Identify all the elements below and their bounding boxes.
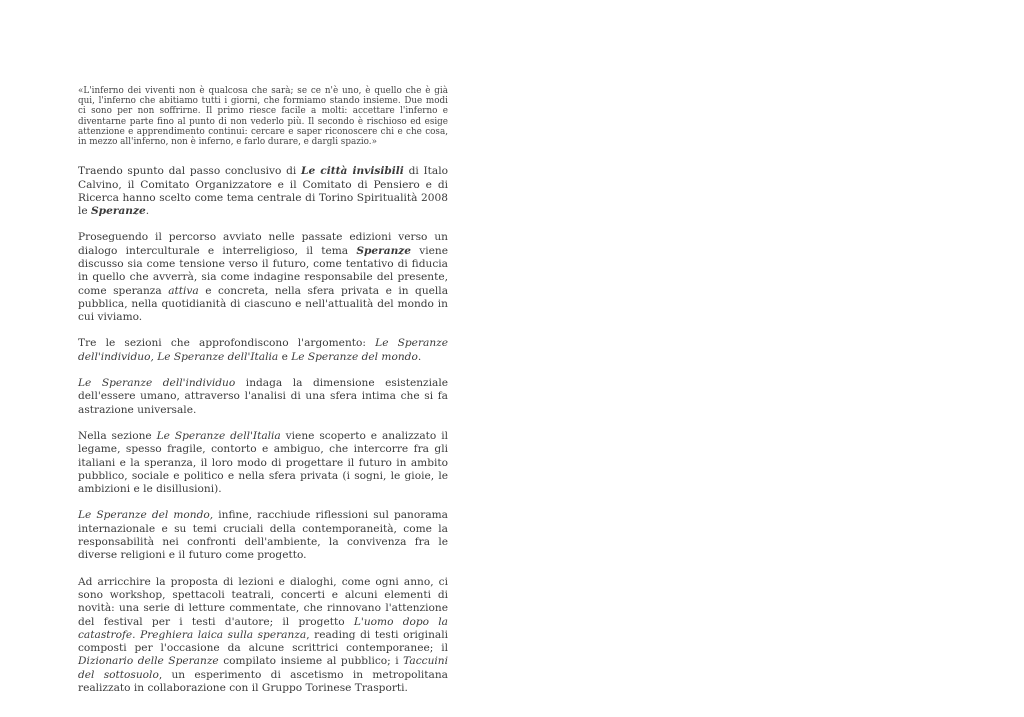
text-run: viene scoperto e analizzato il legame, spesso fragile, contorto e ambiguo, che intercorre fra gli italiani e la speranza, il loro modo di progettare il futuro in ambito pubblico, sociale e politico e nella sfera privata (i sogni, le gioie, le ambizioni e le disillusioni).	[78, 429, 448, 496]
text-run: .	[417, 350, 422, 363]
text-run: Ad arricchire la proposta di lezioni e dialoghi, come ogni anno, ci sono workshop, spettacoli teatrali, concerti e alcuni elementi di novità: una serie di letture commentate, che rinnovano l'attenzione del festival per i testi d'autore; il progetto	[78, 575, 448, 628]
text-run: di Italo Calvino, il Comitato Organizzatore e il Comitato di Pensiero e di Ricerca hanno scelto come tema centrale di Torino Spiritualità 2008 le	[78, 165, 448, 218]
section-titles: Le Speranze dell'individuo, Le Speranze dell'Italia	[78, 337, 448, 363]
text-run: e concreta, nella sfera privata e in quella pubblica, nella quotidianità di ciascuno e nell'attualità del mondo in cui viviamo.	[78, 284, 449, 324]
paragraph-sections	[78, 337, 448, 364]
project-title: Dizionario delle Speranze	[78, 655, 219, 668]
paragraph-theme	[78, 231, 448, 324]
text-run: infine, racchiude riflessioni sul panorama internazionale e su temi cruciali della contemporaneità, come la responsabilità nei confronti dell'ambiente, la convivenza fra le diverse religioni e il futuro come progetto.	[78, 509, 448, 562]
section-title: Le Speranze del mondo	[291, 350, 418, 363]
text-run: Tre le sezioni che approfondiscono l'argomento:	[78, 337, 376, 350]
text-run: .	[145, 205, 150, 218]
paragraph-individuo	[78, 377, 448, 417]
section-title: Le Speranze del mondo,	[78, 509, 214, 522]
text-run: Nella sezione	[78, 429, 157, 442]
section-title: Le Speranze dell'individuo	[78, 377, 236, 390]
document-page	[78, 86, 448, 708]
paragraph-program	[78, 576, 448, 696]
text-run: , reading di testi originali composti per l'occasione da alcune scrittrici contemporanee; il	[78, 628, 448, 655]
theme-name: Speranze	[356, 244, 412, 257]
text-run: compilato insieme al pubblico; i	[218, 655, 404, 668]
text-run: Proseguendo il percorso avviato nelle passate edizioni verso un dialogo interculturale e interreligioso, il tema	[78, 231, 448, 257]
text-run: Traendo spunto dal passo conclusivo di	[78, 165, 302, 178]
emphasis: attiva	[168, 284, 199, 297]
text-run: indaga la dimensione esistenziale dell'essere umano, attraverso l'analisi di una sfera intima che si fa astrazione universale.	[78, 377, 448, 416]
section-title: Le Speranze dell'Italia	[156, 429, 281, 442]
text-run: , un esperimento di ascetismo in metropolitana realizzato in collaborazione con il Gruppo Torinese Trasporti.	[78, 668, 448, 695]
text-run: viene discusso sia come tensione verso il futuro, come tentativo di fiducia in quello che avverrà, sia come indagine responsabile del presente, come speranza	[78, 244, 448, 297]
paragraph-italia	[78, 430, 448, 496]
epigraph-quote: «L'inferno dei viventi non è qualcosa che sarà; se ce n'è uno, è quello che è già qui, l'inferno che abitiamo tutti i giorni, che formiamo stando insieme. Due modi ci sono per non soffrirne. Il primo riesce facile a molti: accettare l'inferno e diventarne parte fino al punto di non vederlo più. Il secondo è rischioso ed esige attenzione e apprendimento continui: cercare e saper riconoscere chi e che cosa, in mezzo all'inferno, non è inferno, e farlo durare, e dargli spazio.»	[78, 86, 448, 148]
paragraph-mondo	[78, 509, 448, 562]
theme-name: Speranze	[91, 205, 146, 218]
paragraph-intro	[78, 165, 448, 218]
project-title: Taccuini del sottosuolo	[78, 655, 448, 681]
text-run: e	[278, 350, 292, 363]
book-title: Le città invisibili	[301, 165, 404, 178]
project-title: L'uomo dopo la catastrofe. Preghiera laica sulla speranza	[78, 615, 448, 641]
